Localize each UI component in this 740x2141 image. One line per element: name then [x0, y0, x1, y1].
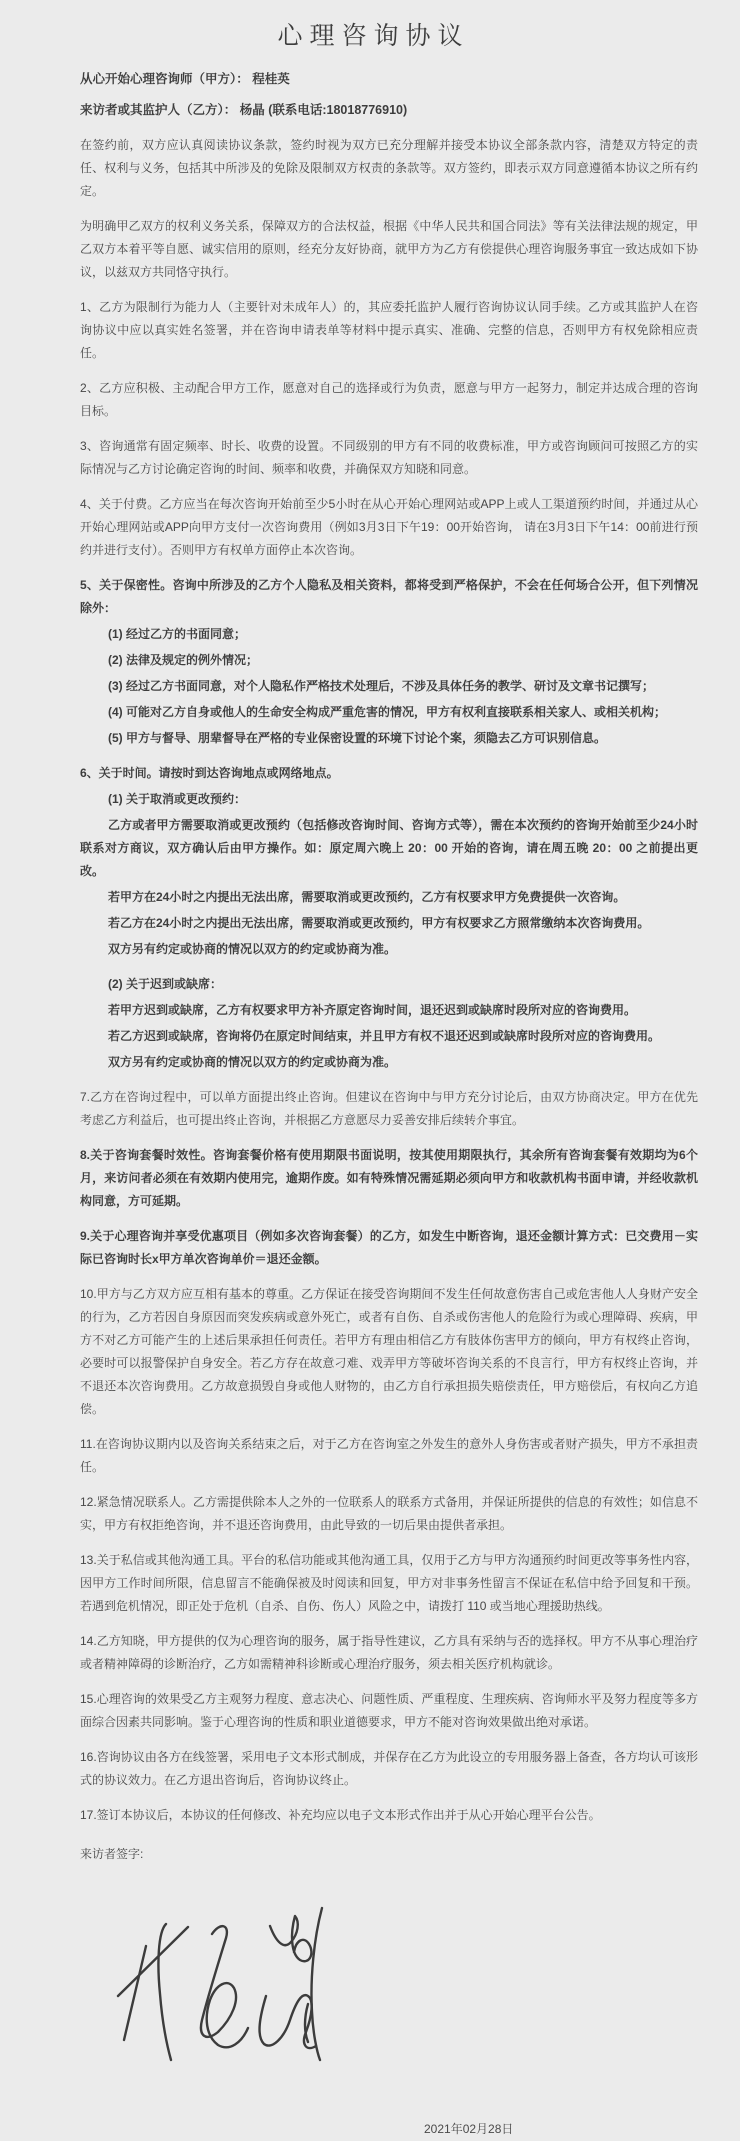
agreement-paragraph: 若乙方迟到或缺席，咨询将仍在原定时间结束，并且甲方有权不退还迟到或缺席时段所对应的咨询费用。 — [108, 1029, 661, 1043]
agreement-paragraph: 乙方或者甲方需要取消或更改预约（包括修改咨询时间、咨询方式等），需在本次预约的咨询开始前至少24小时联系对方商议，双方确认后由甲方操作。如：原定周六晚上 20：00 开始的咨询，请在周五晚 20：00 之前提出更改。 — [80, 818, 698, 878]
signature-area — [84, 1904, 698, 2072]
party-a-line: 从心开始心理咨询师（甲方）： 程桂英 — [80, 72, 290, 86]
agreement-paragraph: 为明确甲乙双方的权利义务关系，保障双方的合法权益，根据《中华人民共和国合同法》等有关法律法规的规定，甲乙双方本着平等自愿、诚实信用的原则，经充分友好协商，就甲方为乙方有偿提供心理咨询服务事宜一致达成如下协议，以兹双方共同恪守执行。 — [80, 219, 698, 279]
party-b-line: 来访者或其监护人（乙方）： 杨晶 (联系电话:18018776910) — [80, 103, 408, 117]
agreement-paragraph: 若甲方迟到或缺席，乙方有权要求甲方补齐原定咨询时间，退还迟到或缺席时段所对应的咨询费用。 — [108, 1003, 637, 1017]
agreement-paragraph: 16.咨询协议由各方在线签署，采用电子文本形式制成，并保存在乙方为此设立的专用服务器上备查，各方均认可该形式的协议效力。在乙方退出咨询后，咨询协议终止。 — [80, 1750, 698, 1787]
agreement-paragraph: 2、乙方应积极、主动配合甲方工作，愿意对自己的选择或行为负责，愿意与甲方一起努力，制定并达成合理的咨询目标。 — [80, 381, 698, 418]
signature-stroke — [311, 1908, 322, 2060]
agreement-paragraph: 14.乙方知晓，甲方提供的仅为心理咨询的服务，属于指导性建议，乙方具有采纳与否的选择权。甲方不从事心理治疗或者精神障碍的诊断治疗，乙方如需精神科诊断或心理治疗服务，须去相关医疗机构就诊。 — [80, 1634, 698, 1671]
agreement-paragraphs — [80, 134, 698, 1827]
agreement-paragraph: 若乙方在24小时之内提出无法出席，需要取消或更改预约，甲方有权要求乙方照常缴纳本次咨询费用。 — [108, 916, 650, 930]
agreement-paragraph: 10.甲方与乙方双方应互相有基本的尊重。乙方保证在接受咨询期间不发生任何故意伤害自己或危害他人人身财产安全的行为，乙方若因自身原因而突发疾病或意外死亡，或者有自伤、自杀或伤害他人的危险行为或心理障碍、疾病，甲方不对乙方可能产生的上述后果承担任何责任。若甲方有理由相信乙方有肢体伤害甲方的倾向，甲方有权终止咨询，必要时可以报警保护自身安全。若乙方存在故意刁难、戏弄甲方等破坏咨询关系的不良言行，甲方有权终止咨询，并不退还本次咨询费用。乙方故意损毁自身或他人财物的，由乙方自行承担损失赔偿责任，甲方赔偿后，有权向乙方追偿。 — [80, 1287, 698, 1416]
agreement-paragraph: 3、咨询通常有固定频率、时长、收费的设置。不同级别的甲方有不同的收费标准，甲方或咨询顾问可按照乙方的实际情况与乙方讨论确定咨询的时间、频率和收费，并确保双方知晓和同意。 — [80, 439, 698, 476]
signature-stroke — [124, 1946, 146, 2040]
agreement-paragraph: 1、乙方为限制行为能力人（主要针对未成年人）的，其应委托监护人履行咨询协议认同手续。乙方或其监护人在咨询协议中应以真实姓名签署，并在咨询申请表单等材料中提示真实、准确、完整的信息，否则甲方有权免除相应责任。 — [80, 300, 698, 360]
agreement-paragraph: (2) 法律及规定的例外情况； — [108, 653, 259, 667]
agreement-paragraph: 双方另有约定或协商的情况以双方的约定或协商为准。 — [108, 942, 397, 956]
agreement-paragraph: 4、关于付费。乙方应当在每次咨询开始前至少5小时在从心开始心理网站或APP上或人工渠道预约时间，并通过从心开始心理网站或APP向甲方支付一次咨询费用（例如3月3日下午19：00开始咨询， 请在3月3日下午14：00前进行预约并进行支付）。否则甲方有权单方面停止本次咨询。 — [80, 497, 698, 557]
signature-stroke — [201, 1926, 248, 2047]
signature-stroke — [270, 1916, 311, 1961]
handwritten-signature — [84, 1904, 344, 2072]
agreement-paragraph: (1) 关于取消或更改预约： — [108, 792, 247, 806]
agreement-paragraph: 在签约前，双方应认真阅读协议条款，签约时视为双方已充分理解并接受本协议全部条款内容，清楚双方特定的责任、权利与义务，包括其中所涉及的免除及限制双方权责的条款等。双方签约，即表示双方同意遵循本协议之所有约定。 — [80, 138, 698, 198]
signature-stroke — [305, 2004, 308, 2042]
agreement-paragraph: 6、关于时间。请按时到达咨询地点或网络地点。 — [80, 766, 339, 780]
agreement-paragraph: 12.紧急情况联系人。乙方需提供除本人之外的一位联系人的联系方式备用，并保证所提供的信息的有效性；如信息不实，甲方有权拒绝咨询，并不退还咨询费用，由此导致的一切后果由提供者承担。 — [80, 1495, 698, 1532]
agreement-paragraph: (1) 经过乙方的书面同意； — [108, 627, 247, 641]
agreement-paragraph: (2) 关于迟到或缺席： — [108, 977, 223, 991]
signing-date: 2021年02月28日 — [424, 2122, 514, 2136]
agreement-paragraph: 若甲方在24小时之内提出无法出席，需要取消或更改预约，乙方有权要求甲方免费提供一次咨询。 — [108, 890, 626, 904]
agreement-paragraph: (4) 可能对乙方自身或他人的生命安全构成严重危害的情况，甲方有权利直接联系相关家人、或相关机构； — [108, 705, 667, 719]
agreement-paragraph: 11.在咨询协议期内以及咨询关系结束之后，对于乙方在咨询室之外发生的意外人身伤害或者财产损失，甲方不承担责任。 — [80, 1437, 698, 1474]
agreement-paragraph: 双方另有约定或协商的情况以双方的约定或协商为准。 — [108, 1055, 397, 1069]
agreement-paragraph: 9.关于心理咨询并享受优惠项目（例如多次咨询套餐）的乙方，如发生中断咨询，退还金额计算方式：已交费用－实际已咨询时长x甲方单次咨询单价＝退还金额。 — [80, 1229, 698, 1266]
agreement-paragraph: 13.关于私信或其他沟通工具。平台的私信功能或其他沟通工具，仅用于乙方与甲方沟通预约时间更改等事务性内容，因甲方工作时间所限，信息留言不能确保被及时阅读和回复，甲方对非事务性留言不保证在私信中给予回复和干预。若遇到危机情况，即正处于危机（自杀、自伤、伤人）风险之中，请拨打 110 或当地心理援助热线。 — [80, 1553, 698, 1613]
agreement-paragraph: (5) 甲方与督导、朋辈督导在严格的专业保密设置的环境下讨论个案，须隐去乙方可识别信息。 — [108, 731, 607, 745]
document-title: 心理咨询协议 — [277, 22, 470, 50]
document-body — [0, 68, 740, 2141]
visitor-signature-label: 来访者签字: — [80, 1847, 144, 1861]
agreement-paragraph: 17.签订本协议后，本协议的任何修改、补充均应以电子文本形式作出并于从心开始心理平台公告。 — [80, 1808, 601, 1822]
signature-stroke — [118, 1927, 188, 1996]
agreement-paragraph: 7.乙方在咨询过程中，可以单方面提出终止咨询。但建议在咨询中与甲方充分讨论后，由双方协商决定。甲方在优先考虑乙方利益后，也可提出终止咨询，并根据乙方意愿尽力妥善安排后续转介事宜。 — [80, 1090, 698, 1127]
agreement-paragraph: 5、关于保密性。咨询中所涉及的乙方个人隐私及相关资料，都将受到严格保护，不会在任何场合公开，但下列情况除外： — [80, 578, 698, 615]
agreement-paragraph: 15.心理咨询的效果受乙方主观努力程度、意志决心、问题性质、严重程度、生理疾病、咨询师水平及努力程度等多方面综合因素共同影响。鉴于心理咨询的性质和职业道德要求，甲方不能对咨询效果做出绝对承诺。 — [80, 1692, 698, 1729]
agreement-paragraph: 8.关于咨询套餐时效性。咨询套餐价格有使用期限书面说明，按其使用期限执行，其余所有咨询套餐有效期均为6个月，来访问者必须在有效期内使用完，逾期作废。如有特殊情况需延期必须向甲方和收款机构书面申请，并经收款机构同意，方可延期。 — [80, 1148, 698, 1208]
agreement-paragraph: (3) 经过乙方书面同意，对个人隐私作严格技术处理后，不涉及具体任务的教学、研讨及文章书记撰写； — [108, 679, 655, 693]
